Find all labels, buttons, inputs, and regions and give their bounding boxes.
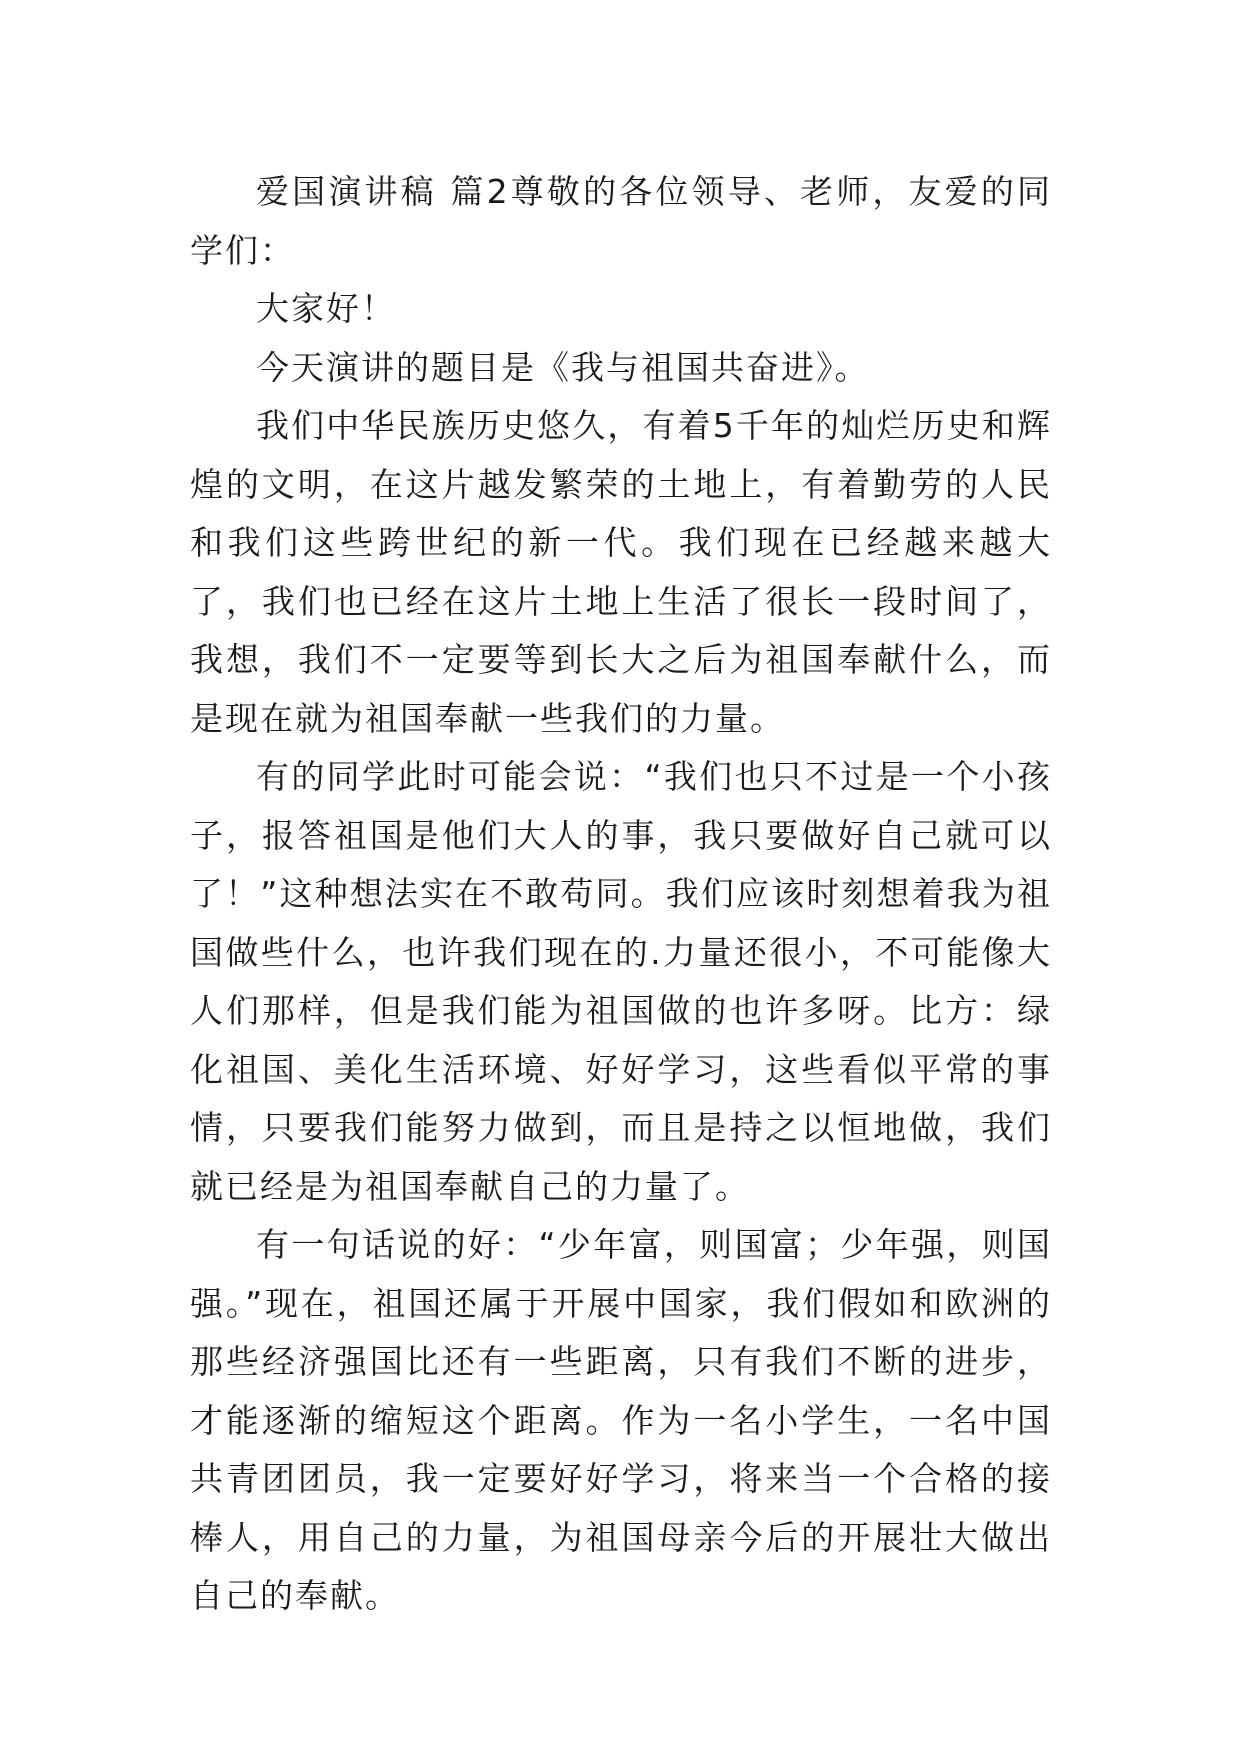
- paragraph-classmates: 有的同学此时可能会说：“我们也只不过是一个小孩子，报答祖国是他们大人的事，我只要做好自己就可以了！”这种想法实在不敢苟同。我们应该时刻想着我为祖国做些什么，也许我们现在的.力量还很小，不可能像大人们那样，但是我们能为祖国做的也许多呀。比方：绿化祖国、美化生活环境、好好学习，这些看似平常的事情，只要我们能努力做到，而且是持之以恒地做，我们就已经是为祖国奉献自己的力量了。: [190, 757, 1052, 1206]
- paragraph-topic: 今天演讲的题目是《我与祖国共奋进》。: [256, 347, 870, 387]
- document-body: [190, 163, 1052, 1626]
- paragraph-history: 我们中华民族历史悠久，有着5千年的灿烂历史和辉煌的文明，在这片越发繁荣的土地上，有着勤劳的人民和我们这些跨世纪的新一代。我们现在已经越来越大了，我们也已经在这片土地上生活了很长一段时间了，我想，我们不一定要等到长大之后为祖国奉献什么，而是现在就为祖国奉献一些我们的力量。: [190, 406, 1052, 738]
- paragraph-title-greeting: 爱国演讲稿 篇2尊敬的各位领导、老师，友爱的同学们：: [190, 172, 1052, 270]
- paragraph-youth: 有一句话说的好：“少年富，则国富；少年强，则国强。”现在，祖国还属于开展中国家，我们假如和欧洲的那些经济强国比还有一些距离，只有我们不断的进步，才能逐渐的缩短这个距离。作为一名小学生，一名中国共青团团员，我一定要好好学习，将来当一个合格的接棒人，用自己的力量，为祖国母亲今后的开展壮大做出自己的奉献。: [190, 1225, 1052, 1615]
- paragraph-hello: 大家好！: [256, 289, 396, 328]
